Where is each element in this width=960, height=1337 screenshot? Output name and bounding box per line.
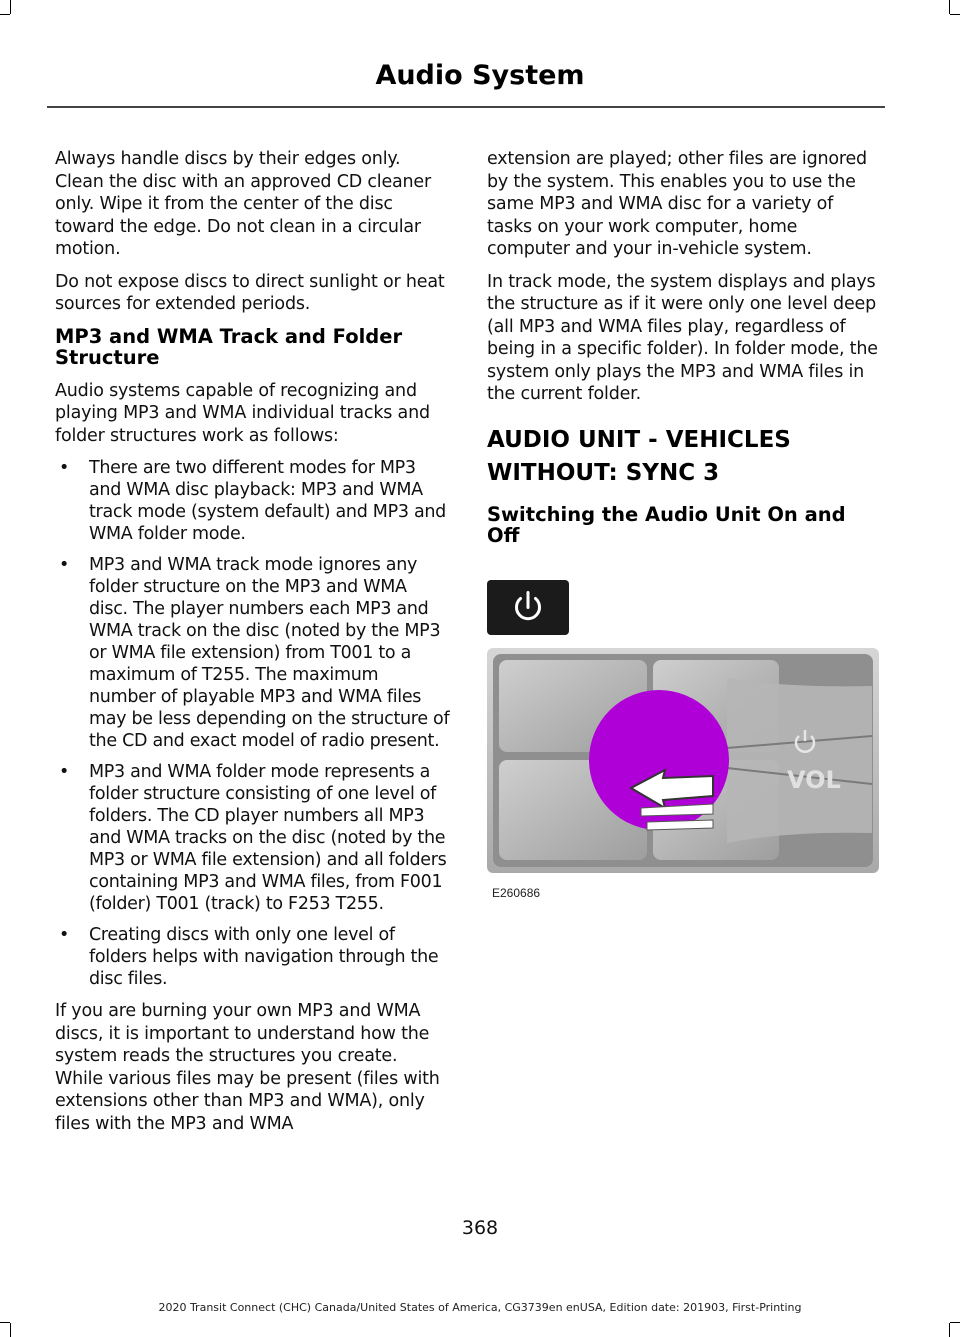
list-item-text: MP3 and WMA folder mode represents a folder structure consisting of one level of folders. The CD player numbers all MP3 and WMA tracks on the disc (noted by the MP3 or WMA file extension) and all folders containing MP3 and WMA files, from F001 (folder) T001 (track) to F253 T255. <box>89 762 447 914</box>
list-item <box>55 554 450 752</box>
power-button-icon <box>487 580 569 635</box>
bullet-list <box>55 457 450 990</box>
left-column <box>55 148 450 1145</box>
list-item <box>55 924 450 990</box>
bullet-marker: • <box>59 458 70 478</box>
audio-unit-illustration <box>487 648 879 873</box>
paragraph: extension are played; other files are ignored by the system. This enables you to use the same MP3 and WMA disc for a variety of tasks on your work computer, home computer and your in-vehicle system. <box>487 149 867 259</box>
paragraph: Always handle discs by their edges only. Clean the disc with an approved CD cleaner only. Wipe it from the center of the disc toward the edge. Do not clean in a circular motion. <box>55 149 431 259</box>
figure-code: E260686 <box>492 886 541 900</box>
crop-mark <box>949 0 950 14</box>
list-item-text: There are two different modes for MP3 and WMA disc playback: MP3 and WMA track mode (system default) and MP3 and WMA folder mode. <box>89 458 446 544</box>
subheading: MP3 and WMA Track and Folder Structure <box>55 324 403 369</box>
right-column <box>487 148 882 558</box>
crop-mark <box>949 1323 950 1337</box>
audio-controls-figure <box>487 648 879 873</box>
bullet-marker: • <box>59 925 70 945</box>
paragraph: Do not expose discs to direct sunlight or heat sources for extended periods. <box>55 271 445 314</box>
section-heading: AUDIO UNIT - VEHICLES <box>487 426 791 453</box>
footer-text: 2020 Transit Connect (CHC) Canada/United States of America, CG3739en enUSA, Edition date: 201903, First-Printing <box>158 1301 802 1314</box>
list-item <box>55 457 450 545</box>
power-icon <box>487 580 569 635</box>
section-heading: WITHOUT: SYNC 3 <box>487 459 720 486</box>
paragraph: If you are burning your own MP3 and WMA discs, it is important to understand how the system reads the structures you create. While various files may be present (files with extensions other than MP3 and WMA), only files with the MP3 and WMA <box>55 1001 440 1134</box>
paragraph: In track mode, the system displays and plays the structure as if it were only one level deep (all MP3 and WMA files play, regardless of being in a specific folder). In folder mode, the system only plays the MP3 and WMA files in the current folder. <box>487 271 878 404</box>
crop-mark <box>0 1322 10 1323</box>
crop-mark <box>10 0 11 14</box>
list-item-text: MP3 and WMA track mode ignores any folder structure on the MP3 and WMA disc. The player numbers each MP3 and WMA track on the disc (noted by the MP3 or WMA file extension) from T001 to a maximum of T255. The maximum number of playable MP3 and WMA files may be less depending on the structure of the CD and exact model of radio present. <box>89 555 450 751</box>
paragraph: Audio systems capable of recognizing and playing MP3 and WMA individual tracks and folder structures work as follows: <box>55 380 430 446</box>
crop-mark <box>0 14 10 15</box>
list-item-text: Creating discs with only one level of folders helps with navigation through the disc files. <box>89 925 439 989</box>
crop-mark <box>950 1322 960 1323</box>
list-item <box>55 761 450 915</box>
page-number: 368 <box>461 1217 499 1239</box>
crop-mark <box>950 14 960 15</box>
header-divider <box>47 106 885 108</box>
subheading: Switching the Audio Unit On and Off <box>487 502 846 547</box>
crop-mark <box>10 1323 11 1337</box>
bullet-marker: • <box>59 762 70 782</box>
figure-vol-label: VOL <box>787 766 841 794</box>
bullet-marker: • <box>59 555 70 575</box>
page-title: Audio System <box>375 60 585 91</box>
